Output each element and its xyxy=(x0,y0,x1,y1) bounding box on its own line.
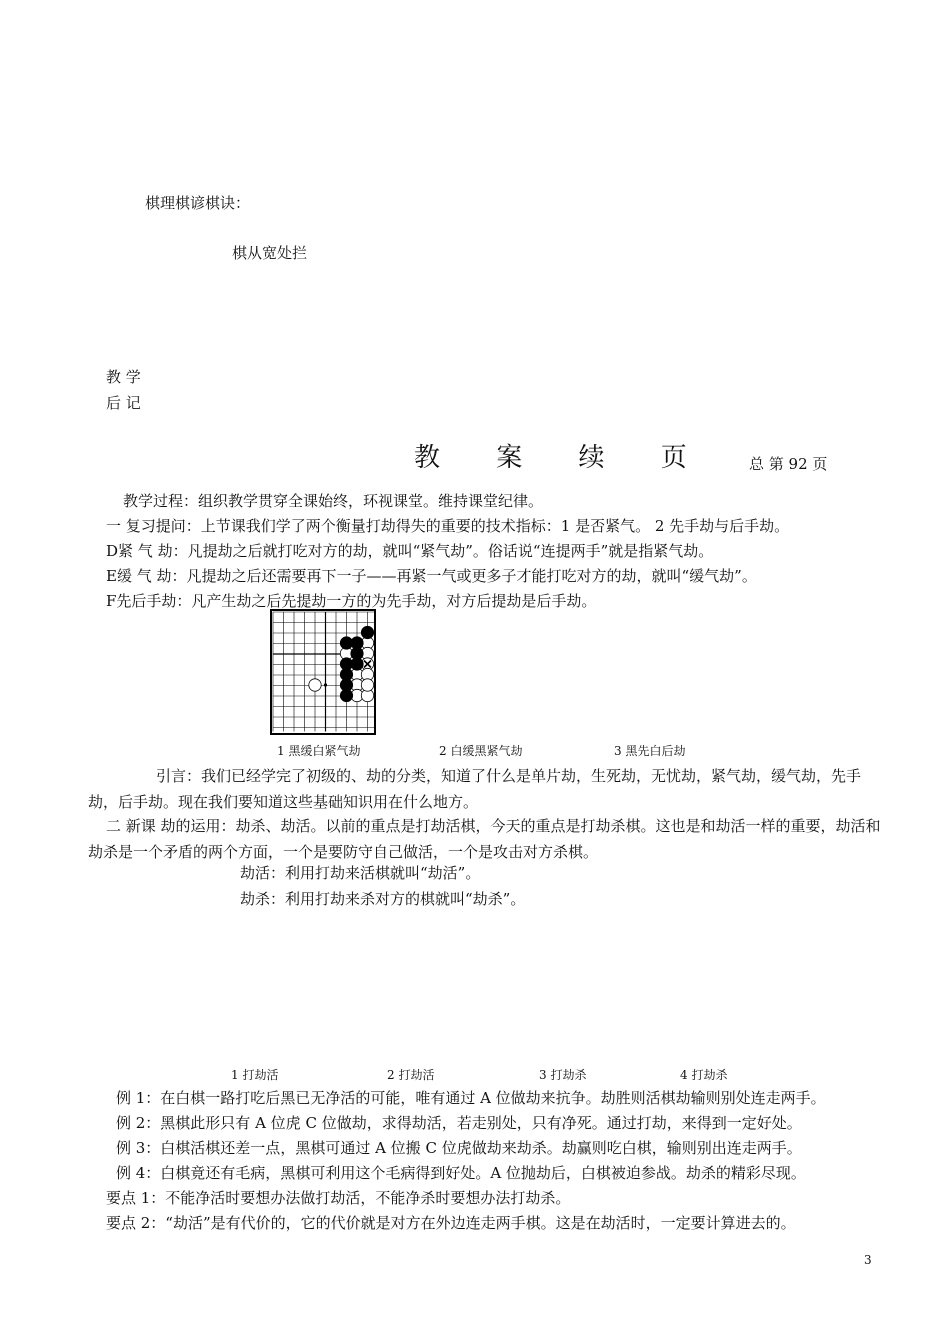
caption-diagram-2: 2 白缓黑紧气劫 xyxy=(439,744,523,758)
proverb-heading: 棋理棋谚棋诀： xyxy=(145,194,251,212)
caption-example-1: 1 打劫活 xyxy=(231,1068,279,1082)
black-stone xyxy=(361,626,373,638)
key-point-1: 要点 1：不能净活时要想办法做打劫活，不能净杀时要想办法打劫杀。 xyxy=(106,1189,571,1207)
page-number: 3 xyxy=(864,1253,872,1267)
caption-example-2: 2 打劫活 xyxy=(387,1068,435,1082)
proverb-text: 棋从宽处拦 xyxy=(232,244,308,262)
definition-d: D紧 气 劫：凡提劫之后就打吃对方的劫，就叫“紧气劫”。俗话说“连提两手”就是指紧气劫。 xyxy=(106,542,714,560)
star-point xyxy=(324,683,327,686)
definition-e: E缓 气 劫：凡提劫之后还需要再下一子——再紧一气或更多子才能打吃对方的劫，就叫“缓气劫”。 xyxy=(106,567,757,585)
example-3: 例 3：白棋活棋还差一点，黑棋可通过 A 位搬 C 位虎做劫来劫杀。劫赢则吃白棋，输则别出连走两手。 xyxy=(116,1139,802,1157)
new-lesson-paragraph: 二 新课 劫的运用：劫杀、劫活。以前的重点是打劫活棋，今天的重点是打劫杀棋。这也是和劫活一样的重要，劫活和劫杀是一个矛盾的两个方面，一个是要防守自己做活，一个是攻击对方杀棋。 xyxy=(88,817,881,861)
review-question: 一 复习提问：上节课我们学了两个衡量打劫得失的重要的技术指标：1 是否紧气。 2 先手劫与后手劫。 xyxy=(106,517,790,535)
page-title: 教 案 续 页 xyxy=(414,443,711,473)
definition-f: F先后手劫：凡产生劫之后先提劫一方的为先手劫，对方后提劫是后手劫。 xyxy=(106,592,597,610)
intro-paragraph: 引言：我们已经学完了初级的、劫的分类，知道了什么是单片劫，生死劫，无忧劫，紧气劫，缓气劫，先手劫，后手劫。现在我们要知道这些基础知识用在什么地方。 xyxy=(88,767,862,811)
caption-example-4: 4 打劫杀 xyxy=(680,1068,728,1082)
caption-diagram-3: 3 黑先白后劫 xyxy=(614,744,686,758)
afterword-label-2: 后 记 xyxy=(106,394,141,412)
caption-diagram-1: 1 黑缓白紧气劫 xyxy=(277,744,361,758)
black-stone xyxy=(340,689,352,701)
definition-jiesha: 劫杀：利用打劫来杀对方的棋就叫“劫杀”。 xyxy=(240,890,526,908)
example-2: 例 2：黑棋此形只有 A 位虎 C 位做劫，求得劫活，若走别处，只有净死。通过打劫，来得到一定好处。 xyxy=(116,1114,802,1132)
page-info: 总 第 92 页 xyxy=(749,455,828,473)
caption-example-3: 3 打劫杀 xyxy=(539,1068,587,1082)
example-4: 例 4：白棋竟还有毛病，黑棋可利用这个毛病得到好处。A 位抛劫后，白棋被迫参战。劫杀的精彩尽现。 xyxy=(116,1164,806,1182)
teaching-process: 教学过程：组织教学贯穿全课始终，环视课堂。维持课堂纪律。 xyxy=(123,492,544,510)
definition-jiehuo: 劫活：利用打劫来活棋就叫“劫活”。 xyxy=(240,864,481,882)
afterword-label-1: 教 学 xyxy=(106,368,141,386)
go-board-diagram xyxy=(270,609,376,735)
white-stone xyxy=(361,679,373,691)
black-stone xyxy=(351,658,363,670)
example-1: 例 1：在白棋一路打吃后黑已无净活的可能，唯有通过 A 位做劫来抗争。劫胜则活棋劫输则别处连走两手。 xyxy=(116,1089,826,1107)
key-point-2: 要点 2：“劫活”是有代价的，它的代价就是对方在外边连走两手棋。这是在劫活时，一定要计算进去的。 xyxy=(106,1214,796,1232)
white-stone xyxy=(309,679,321,691)
